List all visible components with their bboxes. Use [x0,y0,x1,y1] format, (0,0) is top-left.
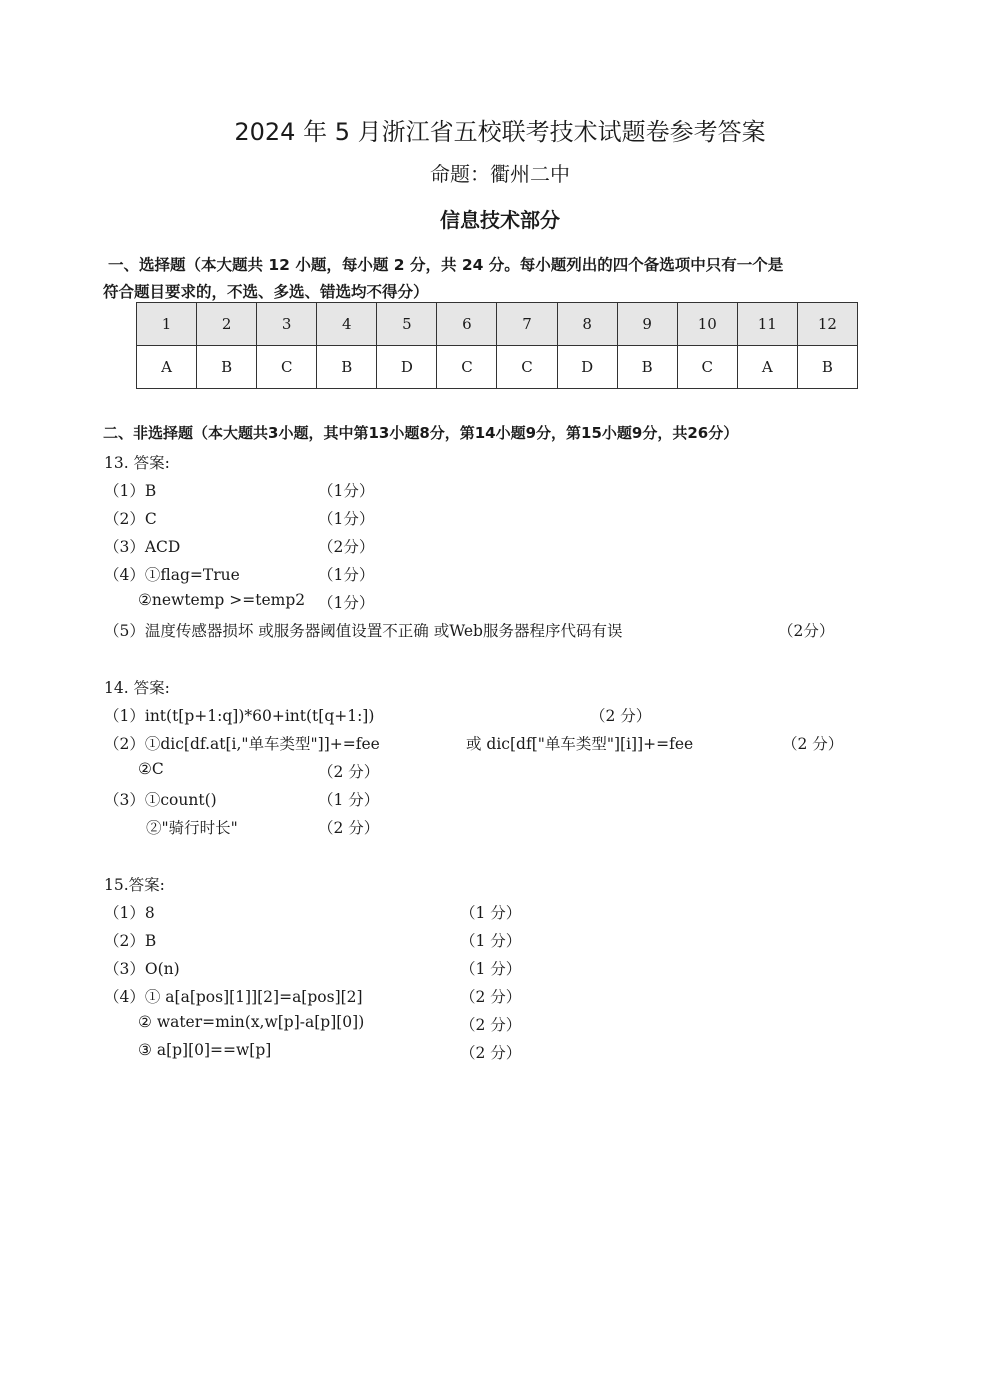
question-number: 1 [137,303,197,346]
answer-choice: D [557,346,617,389]
document-subtitle: 命题：衢州二中 [430,162,570,186]
q14-label: 14. 答案: [104,679,170,697]
q13-score-2: （1分） [318,510,375,528]
q15-score-5: （2 分） [460,1016,522,1034]
question-number: 3 [257,303,317,346]
answer-choice: B [617,346,677,389]
answer-table-answer-row [137,346,858,389]
answer-choice: A [137,346,197,389]
q14-answer-3: ②C [138,760,164,778]
question-number: 9 [617,303,677,346]
q13-answer-5: ②newtemp >=temp2 [138,591,306,609]
question-number: 4 [317,303,377,346]
q13-label: 13. 答案: [104,454,170,472]
answer-table [136,302,858,389]
q14-answer-4: （3）①count() [104,791,217,809]
answer-choice: B [797,346,857,389]
q15-answer-3: （3）O(n) [104,960,180,978]
question-number: 12 [797,303,857,346]
q15-answer-5: ② water=min(x,w[p]-a[p][0]) [138,1013,365,1031]
q14-score-5: （2 分） [318,819,380,837]
section1-heading-line1: 一、选择题（本大题共 12 小题，每小题 2 分，共 24 分。每小题列出的四个备选项中只有一个是 [108,256,784,274]
answer-choice: C [677,346,737,389]
answer-table-number-row [137,303,858,346]
q14-answer-5: ②"骑行时长" [146,819,238,837]
q15-score-2: （1 分） [460,932,522,950]
answer-choice: A [737,346,797,389]
q13-answer-6: （5）温度传感器损坏 或服务器阈值设置不正确 或Web服务器程序代码有误 [104,622,623,640]
q13-score-6: （2分） [778,622,835,640]
q15-score-4: （2 分） [460,988,522,1006]
question-number: 7 [497,303,557,346]
question-number: 5 [377,303,437,346]
question-number: 8 [557,303,617,346]
answer-choice: C [257,346,317,389]
section2-heading: 二、非选择题（本大题共3小题，其中第13小题8分，第14小题9分，第15小题9分，共26分） [103,424,739,442]
answer-choice: C [437,346,497,389]
q13-answer-2: （2）C [104,510,157,528]
answer-choice: B [317,346,377,389]
q14-answer-2a: （2）①dic[df.at[i,"单车类型"]]+=fee [104,735,380,753]
q15-answer-6: ③ a[p][0]==w[p] [138,1041,272,1059]
q14-answer-2b: 或 dic[df["单车类型"][i]]+=fee [466,735,694,753]
document-title: 2024 年 5 月浙江省五校联考技术试题卷参考答案 [234,118,766,146]
q14-score-1: （2 分） [590,707,652,725]
section1-heading-line2: 符合题目要求的，不选、多选、错选均不得分） [103,283,429,301]
q15-score-3: （1 分） [460,960,522,978]
q14-score-4: （1 分） [318,791,380,809]
q15-answer-2: （2）B [104,932,157,950]
q13-score-1: （1分） [318,482,375,500]
q15-answer-4: （4）① a[a[pos][1]][2]=a[pos][2] [104,988,363,1006]
answer-choice: D [377,346,437,389]
question-number: 2 [197,303,257,346]
q13-score-4: （1分） [318,566,375,584]
q13-answer-3: （3）ACD [104,538,181,556]
part-title: 信息技术部分 [440,208,560,232]
answer-choice: C [497,346,557,389]
q15-answer-1: （1）8 [104,904,155,922]
q15-score-6: （2 分） [460,1044,522,1062]
q14-score-2: （2 分） [782,735,844,753]
q15-score-1: （1 分） [460,904,522,922]
question-number: 10 [677,303,737,346]
answer-choice: B [197,346,257,389]
q13-score-5: （1分） [318,594,375,612]
q13-answer-4: （4）①flag=True [104,566,240,584]
q13-score-3: （2分） [318,538,375,556]
question-number: 11 [737,303,797,346]
question-number: 6 [437,303,497,346]
q14-score-3: （2 分） [318,763,380,781]
q13-answer-1: （1）B [104,482,157,500]
q14-answer-1: （1）int(t[p+1:q])*60+int(t[q+1:]) [104,707,375,725]
q15-label: 15.答案: [104,876,165,894]
